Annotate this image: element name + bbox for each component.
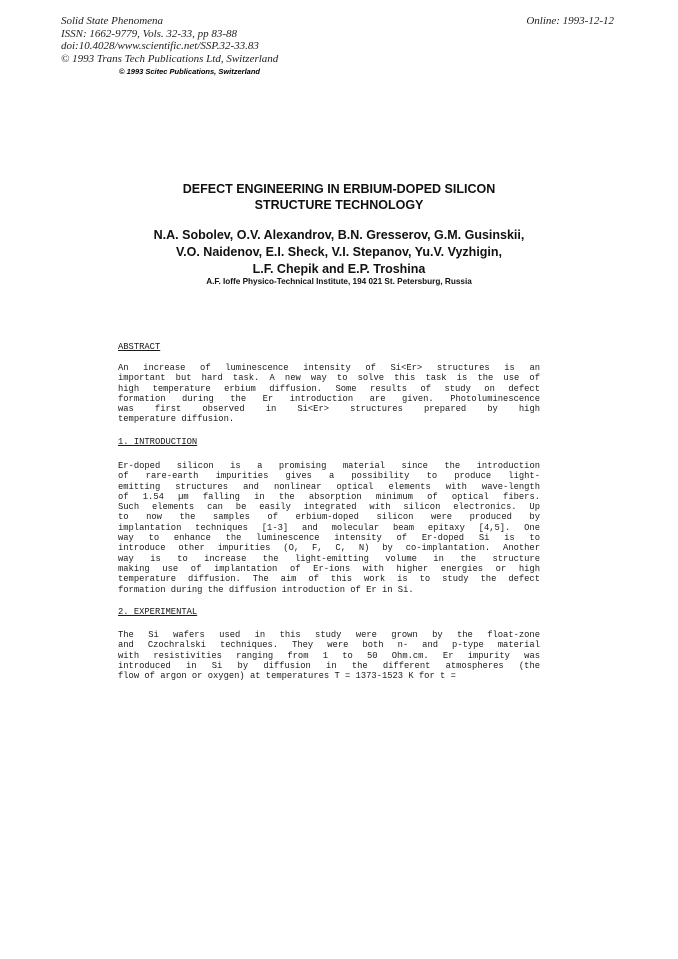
introduction-heading: 1. INTRODUCTION xyxy=(118,437,198,447)
text-line: of 1.54 µm falling in the absorption minimum of optical fibers. xyxy=(118,491,540,502)
text-line: Er-doped silicon is a promising material since the introduction xyxy=(118,461,540,471)
text-line: way is to increase the light-emitting volume in the structure xyxy=(118,553,540,564)
text-line: way to enhance the luminescence intensity of Er-doped Si is to xyxy=(118,533,540,544)
experimental-paragraph xyxy=(118,630,540,681)
author-line: L.F. Chepik and E.P. Troshina xyxy=(252,262,426,276)
text-line: temperature diffusion. The aim of this work is to study the defect xyxy=(118,574,540,585)
text-line: introduced in Si by diffusion in the different atmospheres (the xyxy=(118,660,540,671)
copyright-notice: © 1993 Scitec Publications, Switzerland xyxy=(119,67,260,76)
text-line: important but hard task. A new way to solve this task is the use of xyxy=(118,373,540,384)
experimental-heading: 2. EXPERIMENTAL xyxy=(118,607,198,617)
text-line: making use of implantation of Er-ions with higher energies or high xyxy=(118,563,540,574)
text-line: An increase of luminescence intensity of Si<Er> structures is an xyxy=(118,363,540,373)
text-line: Such elements can be easily integrated with silicon electronics. Up xyxy=(118,502,540,513)
paper-title xyxy=(0,181,678,213)
text-line: of rare-earth impurities gives a possibility to produce light- xyxy=(118,471,540,482)
text-line: flow of argon or oxygen) at temperatures T = 1373-1523 K for t = xyxy=(118,671,456,682)
text-line: with resistivities ranging from 1 to 50 Ohm.cm. Er impurity was xyxy=(118,650,540,661)
introduction-paragraph xyxy=(118,461,540,595)
text-line: introduce other impurities (O, F, C, N) by co-implantation. Another xyxy=(118,543,540,554)
publisher-line: © 1993 Trans Tech Publications Ltd, Switzerland xyxy=(61,52,279,65)
text-line: was first observed in Si<Er> structures prepared by high xyxy=(118,404,540,415)
journal-name: Solid State Phenomena xyxy=(61,15,164,27)
author-line: V.O. Naidenov, E.I. Sheck, V.I. Stepanov, Yu.V. Vyzhigin, xyxy=(175,245,503,259)
doi-line: doi:10.4028/www.scientific.net/SSP.32-33.83 xyxy=(61,40,259,52)
text-line: formation during the Er introduction are given. Photoluminescence xyxy=(118,393,540,404)
issn-line: ISSN: 1662-9779, Vols. 32-33, pp 83-88 xyxy=(61,27,237,40)
text-line: emitting structures and nonlinear optical elements with wave-length xyxy=(118,481,540,492)
title-line: DEFECT ENGINEERING IN ERBIUM-DOPED SILICON xyxy=(182,182,496,196)
text-line: and Czochralski techniques. They were both n- and p-type material xyxy=(118,640,540,651)
text-line: formation during the diffusion introduction of Er in Si. xyxy=(118,584,414,595)
text-line: temperature diffusion. xyxy=(118,414,235,425)
online-date: Online: 1993-12-12 xyxy=(526,15,614,27)
text-line: The Si wafers used in this study were grown by the float-zone xyxy=(118,630,540,640)
text-line: high temperature erbium diffusion. Some results of study on defect xyxy=(118,383,540,394)
author-line: N.A. Sobolev, O.V. Alexandrov, B.N. Gresserov, G.M. Gusinskii, xyxy=(153,228,525,242)
affiliation: A.F. Ioffe Physico-Technical Institute, 194 021 St. Petersburg, Russia xyxy=(206,277,472,286)
abstract-paragraph xyxy=(118,363,540,425)
author-list xyxy=(0,227,678,278)
abstract-heading: ABSTRACT xyxy=(118,342,161,352)
text-line: to now the samples of erbium-doped silicon were produced by xyxy=(118,512,540,523)
title-line: STRUCTURE TECHNOLOGY xyxy=(254,198,424,212)
journal-metadata xyxy=(61,15,278,65)
text-line: implantation techniques [1-3] and molecular beam epitaxy [4,5]. One xyxy=(118,522,540,533)
